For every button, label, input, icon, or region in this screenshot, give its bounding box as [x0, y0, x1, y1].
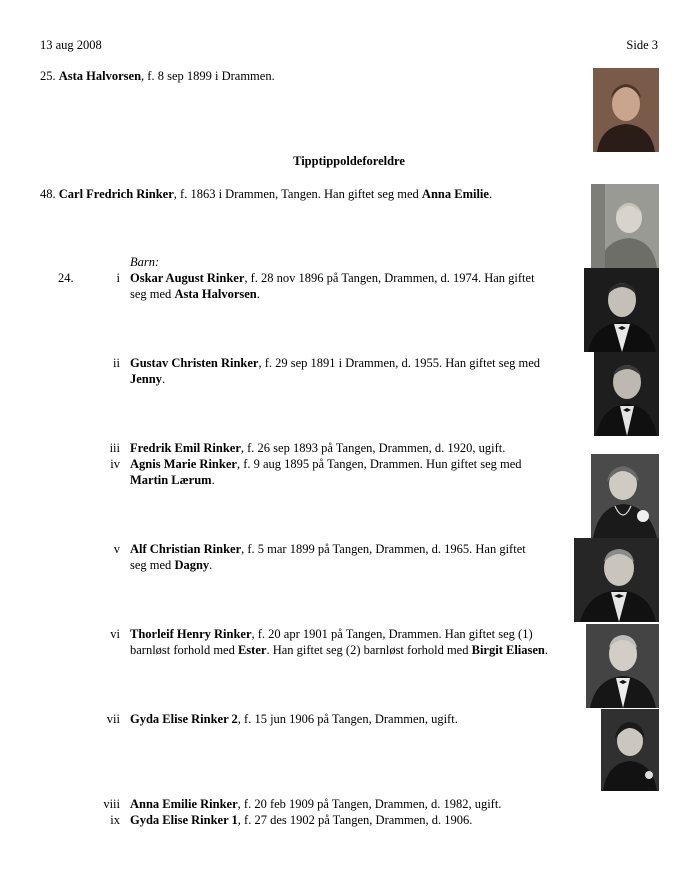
child-name: Anna Emilie Rinker	[130, 797, 238, 811]
child-entry-ix: Gyda Elise Rinker 1, f. 27 des 1902 på Tangen, Drammen, d. 1906.	[130, 813, 473, 827]
child-entry-ii-line2: Jenny.	[130, 372, 166, 386]
child-entry-vi-line2: barnløst forhold med Ester. Han giftet seg (2) barnløst forhold med Birgit Eliasen.	[130, 643, 549, 657]
child-roman: i	[116, 271, 120, 285]
child-entry-ii: Gustav Christen Rinker, f. 29 sep 1891 i Drammen, d. 1955. Han giftet seg med	[130, 356, 541, 370]
child-name: Agnis Marie Rinker	[130, 457, 237, 471]
child-entry-v: Alf Christian Rinker, f. 5 mar 1899 på Tangen, Drammen, d. 1965. Han giftet	[130, 542, 526, 556]
child-roman: iv	[110, 457, 120, 471]
child-name: Alf Christian Rinker	[130, 542, 242, 556]
entry-number: 25.	[40, 69, 56, 83]
portrait-photo	[591, 454, 659, 538]
entry-48: 48. Carl Fredrich Rinker, f. 1863 i Drammen, Tangen. Han giftet seg med Anna Emilie.	[40, 187, 493, 201]
child-roman: vi	[110, 627, 120, 641]
child-name: Fredrik Emil Rinker	[130, 441, 241, 455]
portrait-photo	[574, 538, 659, 622]
child-name: Gustav Christen Rinker	[130, 356, 259, 370]
portrait-photo	[593, 68, 659, 152]
child-name: Gyda Elise Rinker 2	[130, 712, 238, 726]
spouse-name: Birgit Eliasen	[471, 643, 545, 657]
child-entry-v-line2: seg med Dagny.	[130, 558, 213, 572]
entry-details: , f. 1863 i Drammen, Tangen. Han giftet seg med	[173, 187, 422, 201]
child-roman: v	[113, 542, 120, 556]
portrait-photo	[586, 624, 659, 708]
child-entry-i-line2: seg med Asta Halvorsen.	[130, 287, 260, 301]
child-name: Oskar August Rinker	[130, 271, 245, 285]
child-entry-vii: Gyda Elise Rinker 2, f. 15 jun 1906 på Tangen, Drammen, ugift.	[130, 712, 458, 726]
person-name: Carl Fredrich Rinker	[58, 187, 174, 201]
spouse-name: Asta Halvorsen	[174, 287, 257, 301]
children-parent-number: 24.	[58, 271, 74, 285]
child-name: Gyda Elise Rinker 1	[130, 813, 238, 827]
child-entry-iii: Fredrik Emil Rinker, f. 26 sep 1893 på Tangen, Drammen, d. 1920, ugift.	[130, 441, 506, 455]
children-label: Barn:	[130, 255, 160, 269]
child-entry-i: Oskar August Rinker, f. 28 nov 1896 på Tangen, Drammen, d. 1974. Han giftet	[130, 271, 535, 285]
child-name: Thorleif Henry Rinker	[130, 627, 252, 641]
page-number: Side 3	[626, 38, 658, 52]
portrait-photo	[591, 184, 659, 268]
person-name: Asta Halvorsen	[58, 69, 142, 83]
child-roman: ix	[110, 813, 120, 827]
entry-25	[40, 68, 275, 84]
child-roman: vii	[106, 712, 120, 726]
child-entry-iv-line2: Martin Lærum.	[130, 473, 215, 487]
spouse-name: Martin Lærum	[130, 473, 212, 487]
child-entry-viii: Anna Emilie Rinker, f. 20 feb 1909 på Tangen, Drammen, d. 1982, ugift.	[130, 797, 502, 811]
spouse-name: Jenny	[130, 372, 162, 386]
child-roman: viii	[103, 797, 120, 811]
header-date: 13 aug 2008	[40, 38, 102, 52]
entry-number: 48.	[40, 187, 56, 201]
child-roman: iii	[109, 441, 120, 455]
section-title: Tipptippoldeforeldre	[293, 154, 405, 168]
child-roman: ii	[113, 356, 120, 370]
spouse-name: Ester	[237, 643, 267, 657]
portrait-photo	[594, 352, 659, 436]
spouse-name: Dagny	[174, 558, 210, 572]
spouse-name: Anna Emilie	[421, 187, 489, 201]
child-entry-iv: Agnis Marie Rinker, f. 9 aug 1895 på Tangen, Drammen. Hun giftet seg med	[130, 457, 522, 471]
portrait-photo	[584, 268, 659, 352]
portrait-photo	[601, 709, 659, 791]
child-entry-vi: Thorleif Henry Rinker, f. 20 apr 1901 på Tangen, Drammen. Han giftet seg (1)	[130, 627, 533, 641]
entry-details: , f. 8 sep 1899 i Drammen.	[141, 69, 275, 83]
